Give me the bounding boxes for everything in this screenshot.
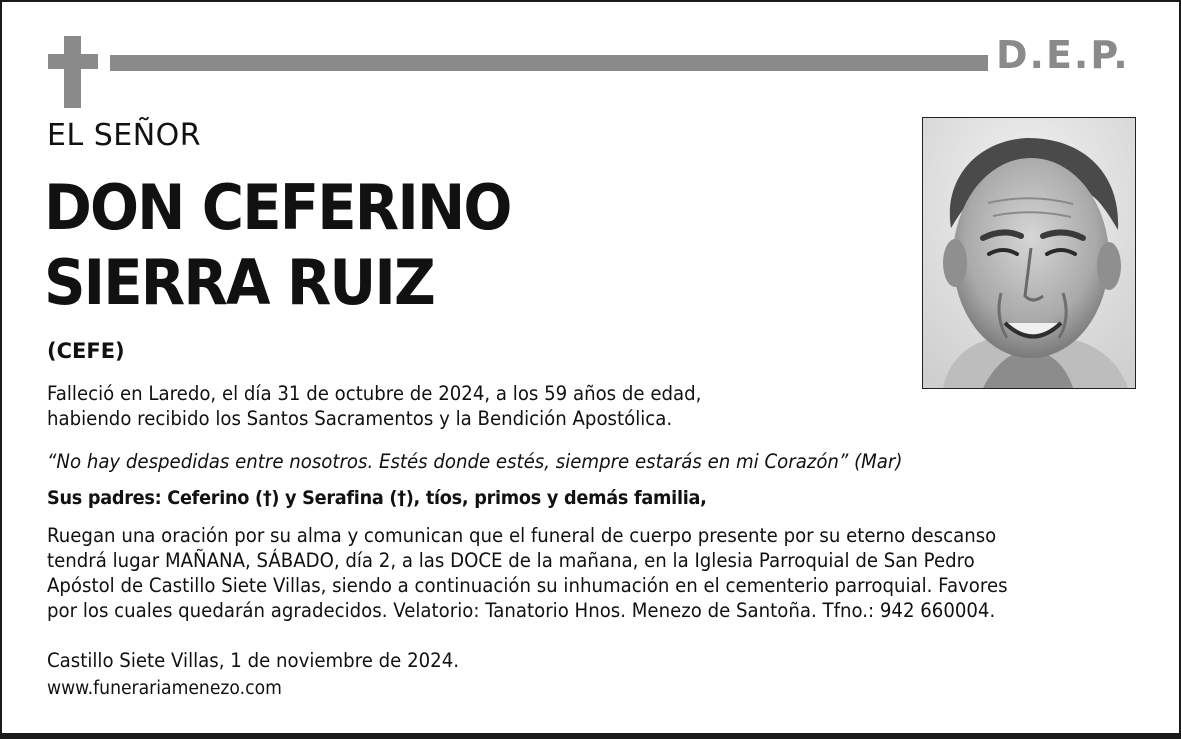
body-line-1: Ruegan una oración por su alma y comunican que el funeral de cuerpo presente por su eterno descanso: [47, 524, 997, 547]
place-date: Castillo Siete Villas, 1 de noviembre de 2024.: [47, 649, 460, 672]
portrait-image: [923, 118, 1135, 388]
cross-icon: [48, 36, 98, 108]
family-line: Sus padres: Ceferino (†) y Serafina (†), tíos, primos y demás familia,: [47, 487, 707, 509]
header-rule: [110, 55, 988, 71]
death-notice: [47, 381, 701, 431]
title-prefix: EL SEÑOR: [47, 118, 202, 153]
body-line-3: Apóstol de Castillo Siete Villas, siendo a continuación su inhumación en el cementerio parroquial. Favores: [47, 574, 1008, 597]
memorial-quote: “No hay despedidas entre nosotros. Estés donde estés, siempre estarás en mi Corazón” (Mar): [47, 450, 903, 473]
portrait-photo: [922, 117, 1136, 389]
dep-label: D.E.P.: [996, 33, 1130, 77]
death-line-2: habiendo recibido los Santos Sacramentos y la Bendición Apostólica.: [47, 407, 673, 430]
funeral-details: [47, 523, 1008, 623]
nickname: (CEFE): [47, 339, 125, 363]
name-line-1: DON CEFERINO: [44, 171, 511, 244]
deceased-name: [44, 170, 510, 320]
body-line-2: tendrá lugar MAÑANA, SÁBADO, día 2, a las DOCE de la mañana, en la Iglesia Parroquial de San Pedro: [47, 549, 975, 572]
name-line-2: SIERRA RUIZ: [44, 246, 434, 319]
website-link[interactable]: www.funerariamenezo.com: [47, 678, 282, 699]
body-line-4: por los cuales quedarán agradecidos. Velatorio: Tanatorio Hnos. Menezo de Santoña. Tfno.: 942 660004.: [47, 599, 996, 622]
death-line-1: Falleció en Laredo, el día 31 de octubre de 2024, a los 59 años de edad,: [47, 382, 702, 405]
